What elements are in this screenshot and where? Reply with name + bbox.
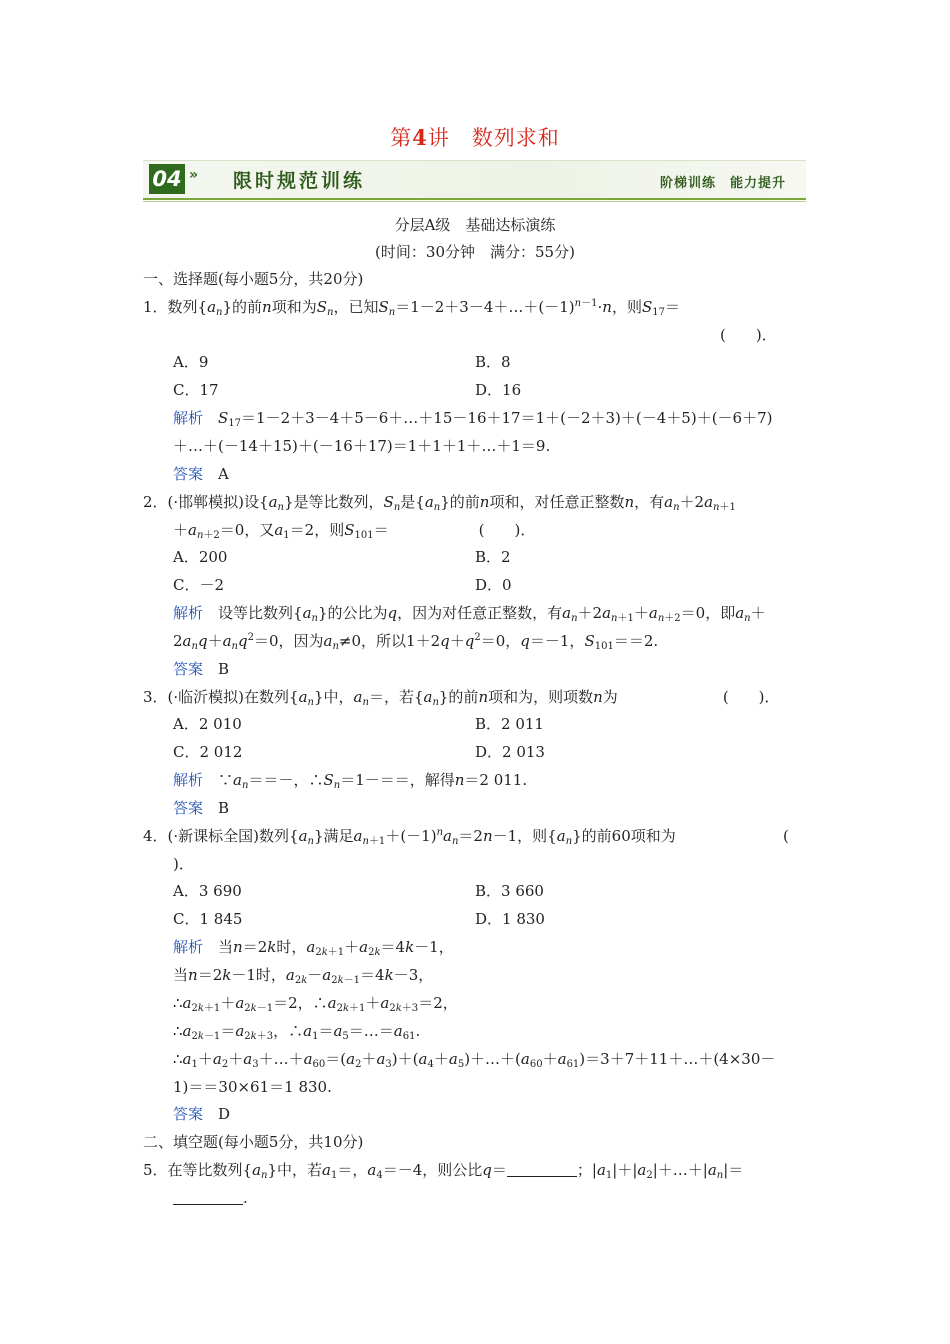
q1-analysis-1: 解析 $S_{17}=1-2+3-4+5-6+\dots+15-16+17=1+(-2+3)+(-4+5)+(-6+7)$ — [173, 409, 773, 429]
q2-option-b: B．2 — [475, 548, 511, 566]
q2-option-d: D．0 — [475, 576, 512, 594]
q2-option-c: C．－2 — [173, 576, 225, 594]
q1-answer-label: 答案 — [173, 465, 204, 483]
q1-option-d: D．16 — [475, 381, 522, 399]
title-num: 4 — [412, 125, 428, 150]
q4-option-b: B．3 660 — [475, 882, 544, 900]
q4-analysis-1: 解析 当n＝2k时，$a_{2k+1}+a_{2k}=4k-1$， — [173, 938, 454, 958]
q5-stem-2: . — [173, 1188, 248, 1208]
q4-analysis-6: 1)＝＝30×61＝1 830. — [173, 1078, 332, 1096]
q4-option-c: C．1 845 — [173, 910, 243, 928]
time-score: (时间：30分钟 满分：55分) — [375, 243, 575, 261]
q1-stem: 1．数列$\{a_n\}$的前n项和为$S_n$，已知$S_n=1-2+3-4+\dots+(-1)^{n-1}\cdot n$，则$S_{17}=$ — [143, 298, 680, 318]
q3-bracket: ( )． — [722, 688, 780, 706]
banner-underline-thin — [143, 201, 806, 202]
q4-analysis-label: 解析 — [173, 938, 204, 956]
q1-option-b: B．8 — [475, 353, 511, 371]
q1-answer-value: A — [218, 465, 229, 483]
q3-answer — [173, 798, 229, 818]
q5-blank-2[interactable] — [173, 1190, 243, 1205]
q2-analysis-2: $2a_nq+a_nq^2=0$，因为$a_n\ne 0$，所以$1+2q+q^2=0$，q＝－1，$S_{101}==2$. — [173, 632, 659, 652]
q3-analysis-label: 解析 — [173, 771, 204, 789]
title-prefix: 第 — [390, 126, 413, 150]
q5-stem-1: 5．在等比数列$\{a_n\}$中，若$a_1=$，$a_4=-4$，则公比q＝ ；$|a_1|+|a_2|+\dots+|a_n|=$ — [143, 1161, 744, 1181]
level-heading: 分层A级 基础达标演练 — [394, 216, 556, 234]
banner-title: 限时规范训练 — [233, 170, 366, 192]
q3-option-a: A．2 010 — [173, 715, 242, 733]
q1-answer — [173, 464, 229, 484]
q4-analysis-5: $\therefore a_1+a_2+a_3+\dots+a_{60}=(a_2+a_3)+(a_4+a_5)+\dots+(a_{60}+a_{61})=3+7+11+\dots+(4\times 30-$ — [173, 1050, 776, 1070]
q2-source: (·邯郸模拟) — [167, 493, 245, 511]
q5-blank-1[interactable] — [507, 1162, 577, 1177]
q4-bracket-close: )． — [173, 855, 194, 873]
banner-underline — [143, 198, 806, 200]
q2-stem-2: $+a_{n+2}=0$，又$a_1=2$，则$S_{101}=$ ( )． — [173, 521, 536, 541]
q4-bracket-open: ( — [783, 827, 789, 845]
q1-option-c: C．17 — [173, 381, 219, 399]
title-suffix: 讲 数列求和 — [427, 126, 560, 150]
q3-option-d: D．2 013 — [475, 743, 545, 761]
q3-stem: 3．(·临沂模拟)在数列$\{a_n\}$中，$a_n=$，若$\{a_n\}$的前n项和为，则项数n为 ( )． — [143, 688, 780, 708]
q1-analysis-2: ＋…＋(－14＋15)＋(－16＋17)＝1＋1＋1＋…＋1＝9. — [173, 437, 551, 455]
q4-analysis-4: $\therefore a_{2k-1}=a_{2k+3}$，$\therefore a_1=a_5=\dots=a_{61}$. — [173, 1022, 421, 1042]
q2-answer-label: 答案 — [173, 660, 204, 678]
q4-answer-value: D — [218, 1105, 231, 1123]
q4-option-d: D．1 830 — [475, 910, 545, 928]
section-choice-heading: 一、选择题(每小题5分，共20分) — [143, 270, 364, 288]
q4-option-a: A．3 690 — [173, 882, 242, 900]
q3-source: (·临沂模拟) — [167, 688, 245, 706]
q1-analysis-label: 解析 — [173, 409, 204, 427]
q3-answer-value: B — [218, 799, 230, 817]
q4-answer — [173, 1104, 230, 1124]
q4-stem-1: 4．(·新课标全国)数列$\{a_n\}$满足$a_{n+1}+(-1)^na_n=2n-1$，则$\{a_n\}$的前60项和为 — [143, 827, 676, 847]
q4-analysis-2: 当n＝2k－1时，$a_{2k}-a_{2k-1}=4k-3$， — [173, 966, 434, 986]
banner-subtitle: 阶梯训练 能力提升 — [659, 176, 786, 191]
q2-stem-1: 2．(·邯郸模拟)设$\{a_n\}$是等比数列，$S_n$是$\{a_n\}$的前n项和，对任意正整数n，有$a_n+2a_{n+1}$ — [143, 493, 736, 513]
q4-source: (·新课标全国) — [167, 827, 260, 845]
q2-answer-value: B — [218, 660, 230, 678]
section-fill-heading: 二、填空题(每小题5分，共10分) — [143, 1133, 364, 1151]
q3-answer-label: 答案 — [173, 799, 204, 817]
page-title — [0, 122, 950, 152]
q2-analysis-1: 解析 设等比数列$\{a_n\}$的公比为q，因为对任意正整数，有$a_n+2a_{n+1}+a_{n+2}=0$，即$a_n+$ — [173, 604, 766, 624]
banner-number-badge: 04 — [149, 164, 185, 194]
q1-option-a: A．9 — [173, 353, 209, 371]
q1-bracket: ( )． — [720, 326, 777, 344]
q3-option-b: B．2 011 — [475, 715, 544, 733]
q3-option-c: C．2 012 — [173, 743, 243, 761]
section-banner — [143, 160, 806, 202]
q2-analysis-label: 解析 — [173, 604, 204, 622]
q4-answer-label: 答案 — [173, 1105, 204, 1123]
q4-analysis-3: $\therefore a_{2k+1}+a_{2k-1}=2$，$\therefore a_{2k+1}+a_{2k+3}=2$， — [173, 994, 458, 1014]
q2-bracket: ( )． — [478, 521, 536, 539]
q2-option-a: A．200 — [173, 548, 228, 566]
chevron-right-icon: » — [189, 167, 199, 183]
q2-answer — [173, 659, 229, 679]
q3-analysis: 解析 $\because a_n==-$，$\therefore S_n=1-==$，解得n＝2 011. — [173, 771, 528, 791]
